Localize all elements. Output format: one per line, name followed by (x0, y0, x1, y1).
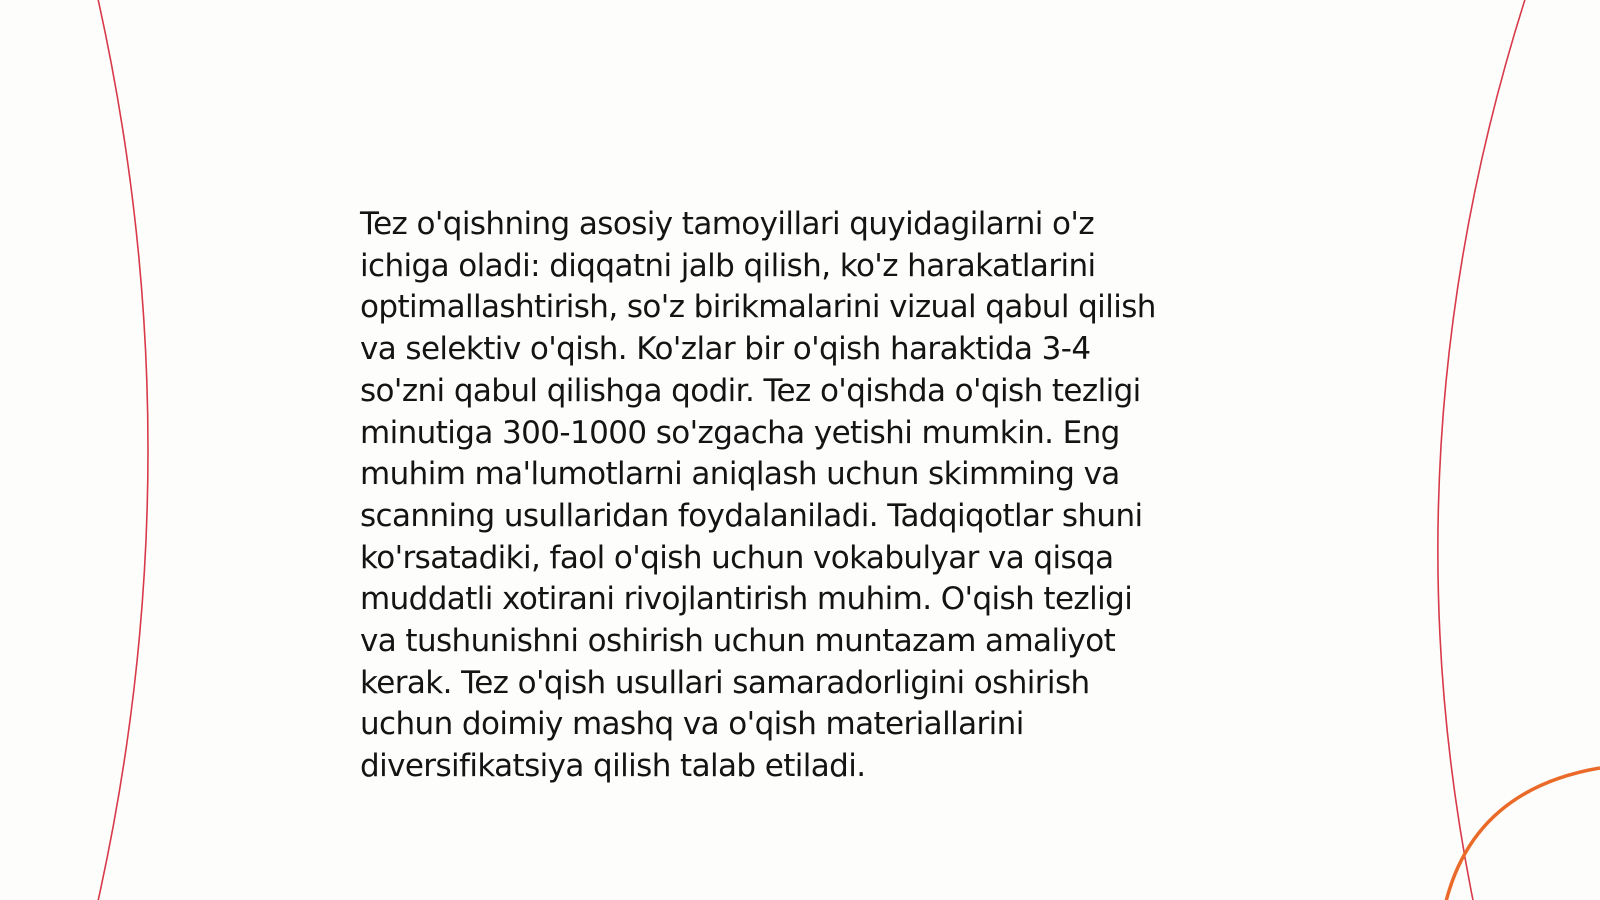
text-line: diversifikatsiya qilish talab etiladi. (360, 748, 866, 785)
text-line: ko'rsatadiki, faol o'qish uchun vokabulyar va qisqa (360, 539, 1114, 576)
text-line: Tez o'qishning asosiy tamoyillari quyidagilarni o'z (360, 206, 1095, 242)
text-line: optimallashtirish, so'z birikmalarini vizual qabul qilish (360, 289, 1156, 326)
text-line: uchun doimiy mashq va o'qish materiallarini (360, 706, 1024, 743)
text-line: muddatli xotirani rivojlantirish muhim. O'qish tezligi (360, 581, 1133, 618)
right-curve-line (1438, 0, 1528, 900)
text-line: kerak. Tez o'qish usullari samaradorligini oshirish (360, 664, 1090, 701)
text-line: muhim ma'lumotlarni aniqlash uchun skimming va (360, 456, 1120, 493)
text-line: va tushunishni oshirish uchun muntazam amaliyot (360, 623, 1116, 660)
text-line: ichiga oladi: diqqatni jalb qilish, ko'z harakatlarini (360, 247, 1096, 284)
text-line: scanning usullaridan foydalaniladi. Tadqiqotlar shuni (360, 497, 1143, 534)
left-curve-line (96, 0, 148, 900)
slide-body-text (360, 204, 1240, 788)
orange-arc (1444, 768, 1600, 900)
text-line: minutiga 300-1000 so'zgacha yetishi mumkin. Eng (360, 414, 1120, 451)
text-line: so'zni qabul qilishga qodir. Tez o'qishda o'qish tezligi (360, 372, 1141, 409)
text-line: va selektiv o'qish. Ko'zlar bir o'qish haraktida 3-4 (360, 331, 1091, 368)
